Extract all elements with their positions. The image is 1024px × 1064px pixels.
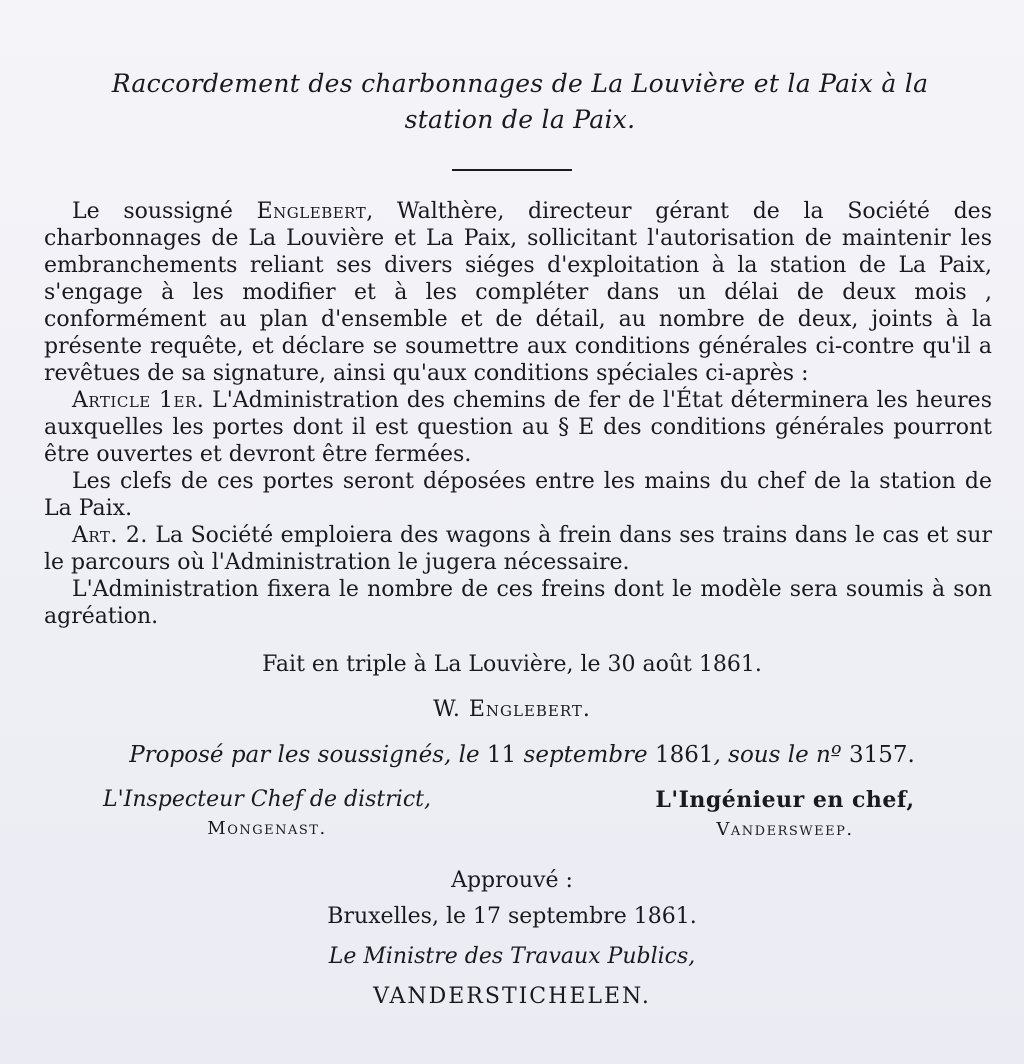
minister-title: Le Ministre des Travaux Publics, bbox=[328, 944, 696, 969]
article-label: Art. 2. bbox=[72, 523, 148, 548]
paragraph-text: Les clefs de ces portes seront déposées entre les mains du chef de la station de La Paix. bbox=[44, 469, 992, 521]
paragraph-brakes bbox=[44, 576, 992, 630]
engineer-signature bbox=[620, 787, 950, 840]
inspector-role: L'Inspecteur Chef de district, bbox=[103, 787, 431, 812]
proposal-suffix: , sous le nº bbox=[713, 742, 849, 768]
paragraph-article-2 bbox=[44, 522, 992, 576]
approved-label: Approuvé : bbox=[451, 868, 573, 893]
proposal-line bbox=[122, 742, 922, 768]
paragraph-text: L'Administration des chemins de fer de l'État déterminera les heures auxquelles les portes dont il est question au § E des conditions générales pourront être ouvertes et devront être fermées. bbox=[44, 388, 992, 467]
inspector-name: Mongenast. bbox=[207, 818, 327, 839]
done-line: Fait en triple à La Louvière, le 30 août 1861. bbox=[262, 652, 762, 677]
title-divider bbox=[452, 169, 572, 171]
document-title: Raccordement des charbonnages de La Louvière et la Paix à la station de la Paix. bbox=[111, 69, 929, 134]
applicant-name: Englebert bbox=[256, 199, 367, 224]
paragraph-request bbox=[44, 198, 992, 387]
paragraph-keys bbox=[44, 468, 992, 522]
approval-date: Bruxelles, le 17 septembre 1861. bbox=[327, 904, 697, 929]
inspector-signature bbox=[92, 787, 442, 839]
paragraph-text: L'Administration fixera le nombre de ces freins dont le modèle sera soumis à son agréation. bbox=[44, 577, 992, 629]
paragraph-text: , Walthère, directeur gérant de la Société des charbonnages de La Louvière et La Paix, sollicitant l'autorisation de maintenir les embranchements reliant ses divers siéges d'exploitation à la station de La Paix, s'engage à les modifier et à les compléter dans un délai de deux mois , conformément au plan d'ensemble et de détail, au nombre de deux, joints à la présente requête, et déclare se soumettre aux conditions générales ci-contre qu'il a revêtues de sa signature, ainsi qu'aux conditions spéciales ci-après : bbox=[44, 199, 992, 386]
paragraph-text: La Société emploiera des wagons à frein dans ses trains dans le cas et sur le parcours où l'Administration le jugera nécessaire. bbox=[44, 523, 992, 575]
article-label: Article 1er. bbox=[72, 388, 205, 413]
minister-name: VANDERSTICHELEN. bbox=[373, 984, 651, 1009]
proposal-month: septembre bbox=[516, 742, 655, 768]
proposal-day: 11 bbox=[486, 742, 517, 768]
paragraph-lead: Le soussigné bbox=[72, 199, 257, 224]
document-body bbox=[44, 198, 992, 630]
signatory-name: W. Englebert. bbox=[433, 697, 591, 722]
proposal-number: 3157. bbox=[848, 742, 915, 768]
proposal-year: 1861 bbox=[654, 742, 714, 768]
paragraph-article-1 bbox=[44, 387, 992, 468]
engineer-role: L'Ingénieur en chef, bbox=[655, 787, 915, 813]
proposal-prefix: Proposé par les soussignés, le bbox=[129, 742, 487, 768]
engineer-name: Vandersweep. bbox=[716, 819, 854, 840]
